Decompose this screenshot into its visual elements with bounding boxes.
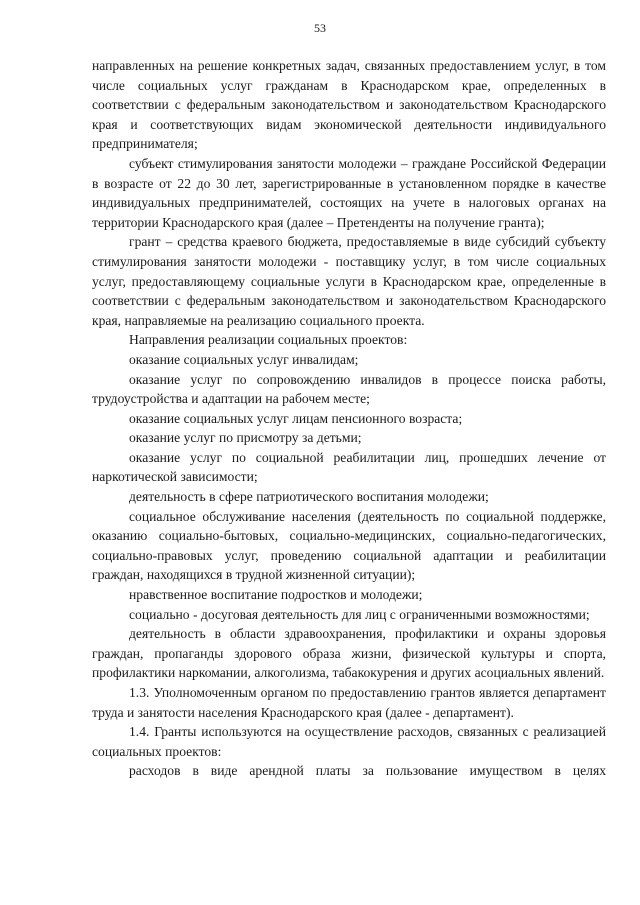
list-item: деятельность в области здравоохранения, профилактики и охраны здоровья граждан, пропаганды здорового образа жизни, физической культуры и спорта, профилактики наркомании, алкоголизма, табакокурения и других асоциальных явлений. — [92, 626, 606, 681]
list-item: социально - досуговая деятельность для лиц с ограниченными возможностями; — [129, 606, 590, 622]
document-body — [92, 56, 606, 781]
paragraph-expenses: расходов в виде арендной платы за пользование имуществом в целях — [129, 763, 606, 779]
list-item: оказание социальных услуг лицам пенсионного возраста; — [129, 410, 463, 426]
list-item: социальное обслуживание населения (деятельность по социальной поддержке, оказанию социально-бытовых, социально-медицинских, социально-педагогических, социально-правовых услуг, проведению социальной адаптации и реабилитации граждан, находящихся в трудной жизненной ситуации); — [92, 508, 606, 583]
paragraph-definition-grant: грант – средства краевого бюджета, предоставляемые в виде субсидий субъекту стимулирования занятости молодежи - поставщику услуг, в том числе социальных услуг, предоставляющему социальные услуги в Краснодарском крае, определенные в соответствии с федеральным законодательством и законодательством Краснодарского края, направляемые на реализацию социального проекта. — [92, 234, 606, 328]
paragraph-definition-subject: субъект стимулирования занятости молодежи – граждане Российской Федерации в возрасте от 22 до 30 лет, зарегистрированные в установленном порядке в качестве индивидуальных предпринимателей, состоящих на учете в налоговых органах на территории Краснодарского края (далее – Претенденты на получение гранта); — [92, 155, 606, 230]
paragraph-directions-heading: Направления реализации социальных проектов: — [129, 332, 408, 348]
page-number: 53 — [314, 21, 326, 35]
list-item: оказание услуг по социальной реабилитации лиц, прошедших лечение от наркотической зависимости; — [92, 449, 606, 485]
list-item: оказание услуг по присмотру за детьми; — [129, 430, 362, 446]
paragraph-section-1-4: 1.4. Гранты используются на осуществление расходов, связанных с реализацией социальных проектов: — [92, 724, 606, 759]
list-item: нравственное воспитание подростков и молодежи; — [129, 587, 423, 603]
paragraph-section-1-3: 1.3. Уполномоченным органом по предоставлению грантов является департамент труда и занятости населения Краснодарского края (далее - департамент). — [92, 685, 606, 720]
list-item: оказание услуг по сопровождению инвалидов в процессе поиска работы, трудоустройства и адаптации на рабочем месте; — [92, 371, 606, 407]
paragraph-intro: направленных на решение конкретных задач, связанных предоставлением услуг, в том числе социальных услуг гражданам в Краснодарском крае, определенных в соответствии с федеральным законодательством и законодательством Краснодарского края и соответствующих видам экономической деятельности индивидуального предпринимателя; — [92, 58, 606, 152]
list-item: деятельность в сфере патриотического воспитания молодежи; — [129, 489, 489, 505]
list-item: оказание социальных услуг инвалидам; — [129, 351, 359, 367]
